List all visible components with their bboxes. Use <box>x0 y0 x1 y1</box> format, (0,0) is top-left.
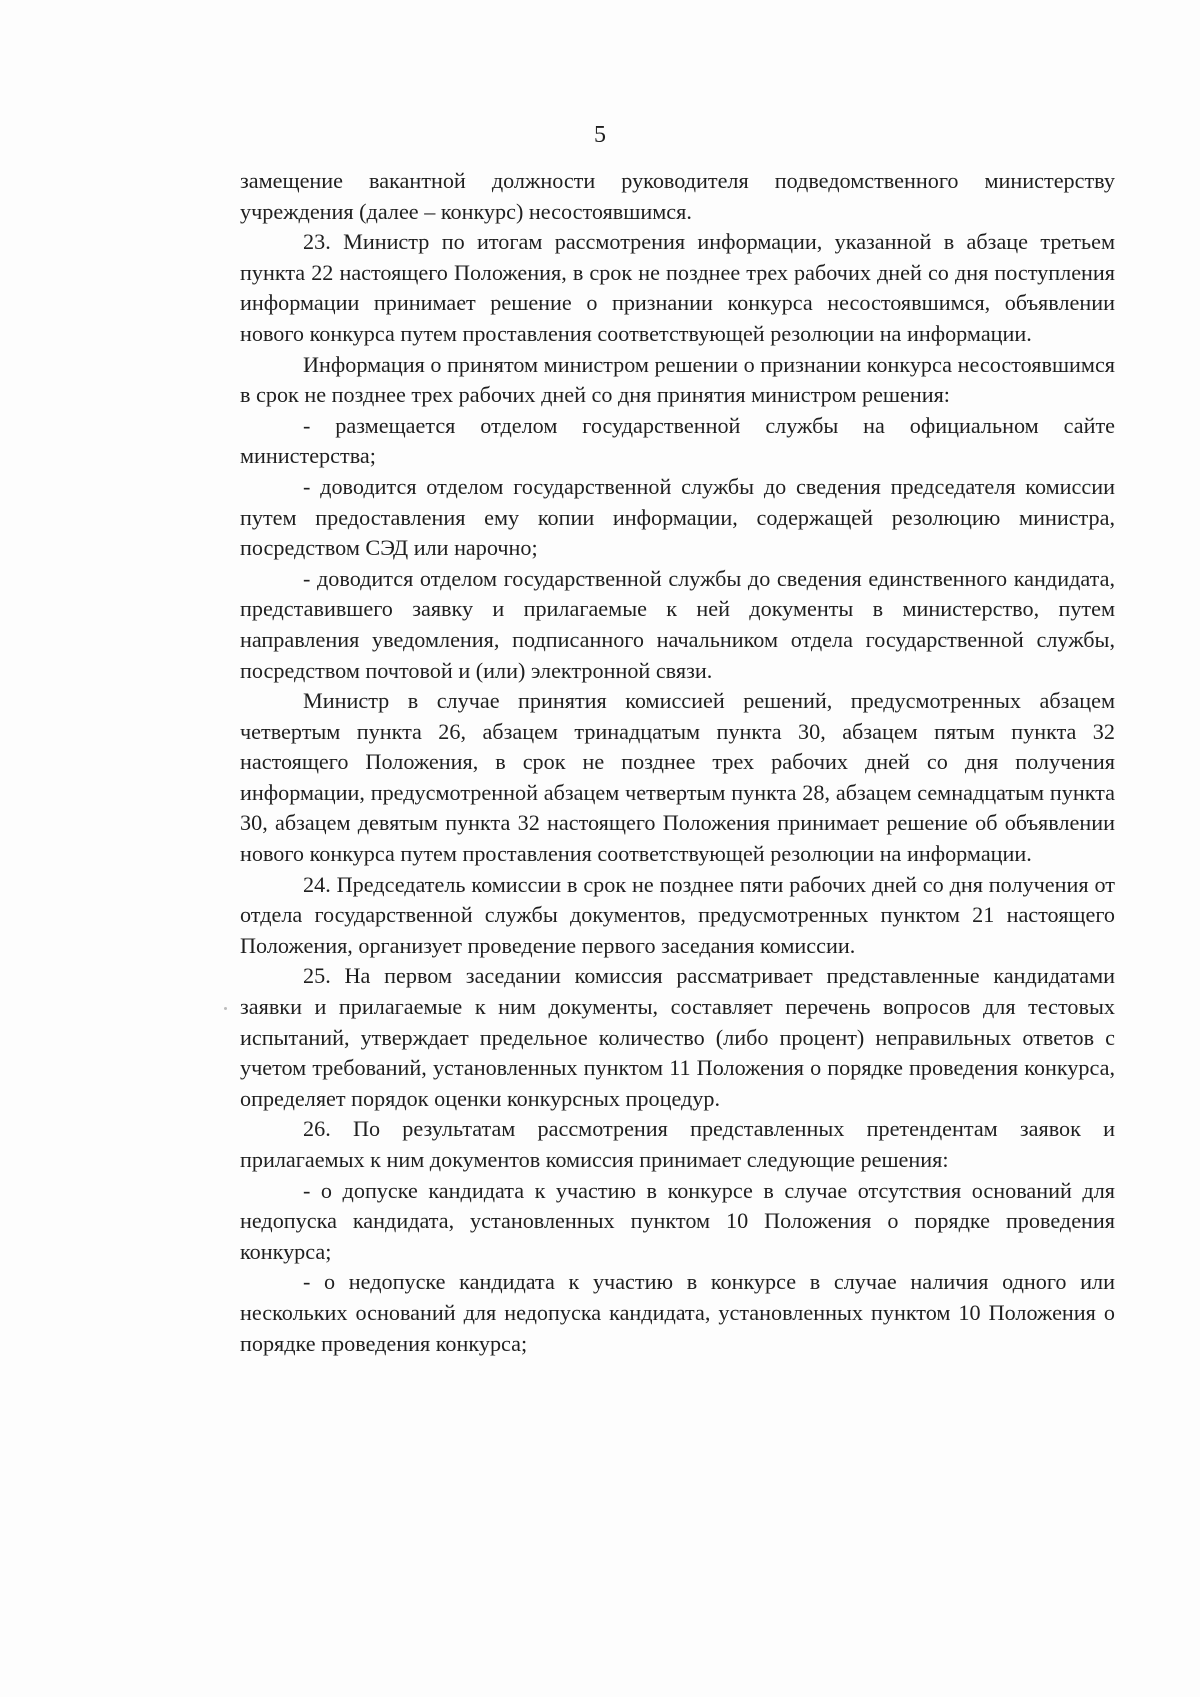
document-body <box>240 166 1115 1359</box>
paragraph: Министр в случае принятия комиссией решений, предусмотренных абзацем четвертым пункта 26, абзацем тринадцатым пункта 30, абзацем пятым пункта 32 настоящего Положения, в срок не позднее трех рабочих дней со дня получения информации, предусмотренной абзацем четвертым пункта 28, абзацем семнадцатым пункта 30, абзацем девятым пункта 32 настоящего Положения принимает решение об объявлении нового конкурса путем проставления соответствующей резолюции на информации. <box>240 688 1115 867</box>
paragraph: 26. По результатам рассмотрения представленных претендентам заявок и прилагаемых к ним документов комиссия принимает следующие решения: <box>240 1116 1115 1172</box>
paragraph: - доводится отделом государственной службы до сведения председателя комиссии путем предоставления ему копии информации, содержащей резолюцию министра, посредством СЭД или нарочно; <box>240 473 1115 561</box>
page-number: 5 <box>594 122 606 148</box>
paragraph: 25. На первом заседании комиссия рассматривает представленные кандидатами заявки и прилагаемые к ним документы, составляет перечень вопросов для тестовых испытаний, утверждает предельное количество (либо процент) неправильных ответов с учетом требований, установленных пунктом 11 Положения о порядке проведения конкурса, определяет порядок оценки конкурсных процедур. <box>240 963 1115 1111</box>
paragraph: - размещается отделом государственной службы на официальном сайте министерства; <box>240 412 1115 469</box>
paragraph: - доводится отделом государственной службы до сведения единственного кандидата, представившего заявку и прилагаемые к ней документы в министерство, путем направления уведомления, подписанного начальником отдела государственной службы, посредством почтовой и (или) электронной связи. <box>240 565 1115 683</box>
paragraph: Информация о принятом министром решении о признании конкурса несостоявшимся в срок не позднее трех рабочих дней со дня принятия министром решения: <box>240 351 1115 408</box>
paragraph: - о недопуске кандидата к участию в конкурсе в случае наличия одного или нескольких оснований для недопуска кандидата, установленных пунктом 10 Положения о порядке проведения конкурса; <box>240 1269 1115 1356</box>
paragraph: 23. Министр по итогам рассмотрения информации, указанной в абзаце третьем пункта 22 настоящего Положения, в срок не позднее трех рабочих дней со дня поступления информации принимает решение о признании конкурса несостоявшимся, объявлении нового конкурса путем проставления соответствующей резолюции на информации. <box>240 229 1115 346</box>
paragraph: 24. Председатель комиссии в срок не позднее пяти рабочих дней со дня получения от отдела государственной службы документов, предусмотренных пунктом 21 настоящего Положения, организует проведение первого заседания комиссии. <box>240 871 1115 958</box>
paragraph: - о допуске кандидата к участию в конкурсе в случае отсутствия оснований для недопуска кандидата, установленных пунктом 10 Положения о порядке проведения конкурса; <box>240 1177 1115 1264</box>
scan-speck <box>224 1007 227 1010</box>
paragraph: замещение вакантной должности руководителя подведомственного министерству учреждения (далее – конкурс) несостоявшимся. <box>240 168 1115 224</box>
